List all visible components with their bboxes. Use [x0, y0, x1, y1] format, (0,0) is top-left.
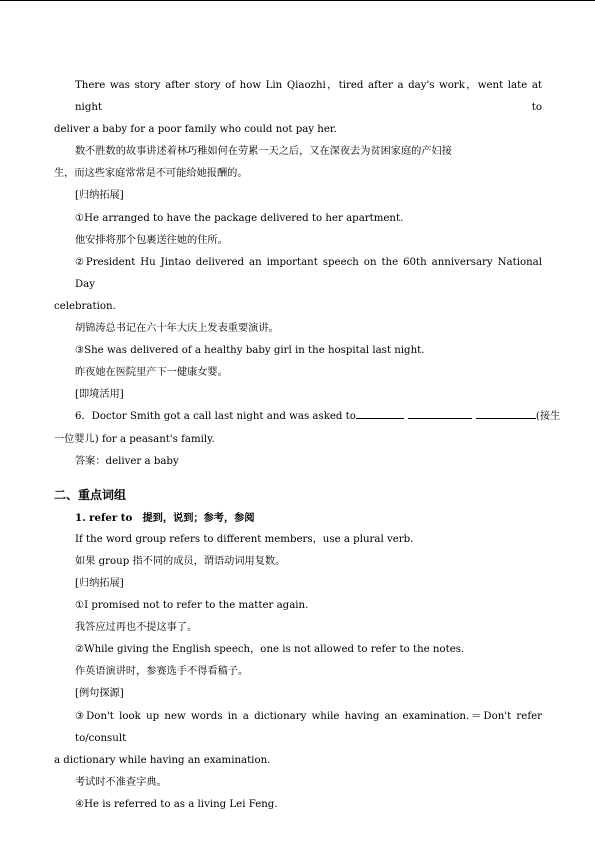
refer-example-4-en: ④He is referred to as a living Lei Feng. [75, 798, 278, 810]
deliver-example-2-zh: 胡锦涛总书记在六十年大庆上发表重要演讲。 [75, 323, 279, 335]
intro-zh-line2: 生，而这些家庭常常是不可能给她报酬的。 [54, 168, 248, 180]
refer-example-3-en-line2: a dictionary while having an examination. [54, 754, 271, 766]
exercise-label: [即境活用] [75, 389, 124, 401]
exercise-question-6-line2: 一位婴儿) for a peasant's family. [54, 433, 215, 445]
exercise-answer: 答案：deliver a baby [75, 455, 179, 467]
refer-example-1-en: ①I promised not to refer to the matter again. [75, 600, 309, 612]
refer-example-2-zh: 作英语演讲时，参赛选手不得看稿子。 [75, 666, 249, 678]
question-6-text: 6．Doctor Smith got a call last night and was asked to [75, 411, 356, 423]
deliver-expand-label: [归纳拓展] [75, 190, 124, 202]
answer-blank-1[interactable] [356, 407, 404, 419]
deliver-example-2-en-line2: celebration. [54, 300, 116, 312]
refer-to-title: 1. refer to 提到，说到；参考，参阅 [75, 511, 255, 524]
refer-example-3-en-line1: ③Don't look up new words in a dictionary while having an examination.＝Don't refer to/consult [75, 710, 542, 744]
intro-en-line2: deliver a baby for a poor family who could not pay her. [54, 124, 337, 136]
intro-en-line1: There was story after story of how Lin Qiaozhi，tired after a day's work，went late at night to [75, 80, 542, 114]
refer-to-definition-en: If the word group refers to different members，use a plural verb. [75, 533, 414, 545]
refer-source-label: [例句探源] [75, 688, 124, 700]
section-2-heading: 二、重点词组 [54, 487, 127, 502]
page-top-rule [0, 0, 595, 1]
deliver-example-3-en: ③She was delivered of a healthy baby girl in the hospital last night. [75, 345, 425, 357]
deliver-example-2-en-line1: ②President Hu Jintao delivered an important speech on the 60th anniversary National Day [75, 256, 542, 290]
deliver-example-1-en: ①He arranged to have the package delivered to her apartment. [75, 212, 404, 224]
question-6-hint: (接生 [535, 411, 561, 423]
answer-blank-3[interactable] [476, 407, 536, 419]
deliver-example-1-zh: 他安排将那个包裹送往她的住所。 [75, 234, 228, 246]
refer-example-3-zh: 考试时不准查字典。 [75, 776, 167, 788]
refer-example-1-zh: 我答应过再也不提这事了。 [75, 622, 198, 634]
refer-example-2-en: ②While giving the English speech，one is not allowed to refer to the notes. [75, 644, 465, 656]
document-page [54, 75, 561, 816]
exercise-question-6 [54, 406, 561, 428]
answer-blank-2[interactable] [408, 407, 472, 419]
refer-to-definition-zh: 如果 group 指不同的成员，谓语动词用复数。 [75, 555, 286, 567]
deliver-example-3-zh: 昨夜她在医院里产下一健康女婴。 [75, 367, 228, 379]
intro-zh-line1: 数不胜数的故事讲述着林巧稚如何在劳累一天之后，又在深夜去为贫困家庭的产妇接 [75, 146, 452, 158]
refer-expand-label: [归纳拓展] [75, 577, 124, 589]
